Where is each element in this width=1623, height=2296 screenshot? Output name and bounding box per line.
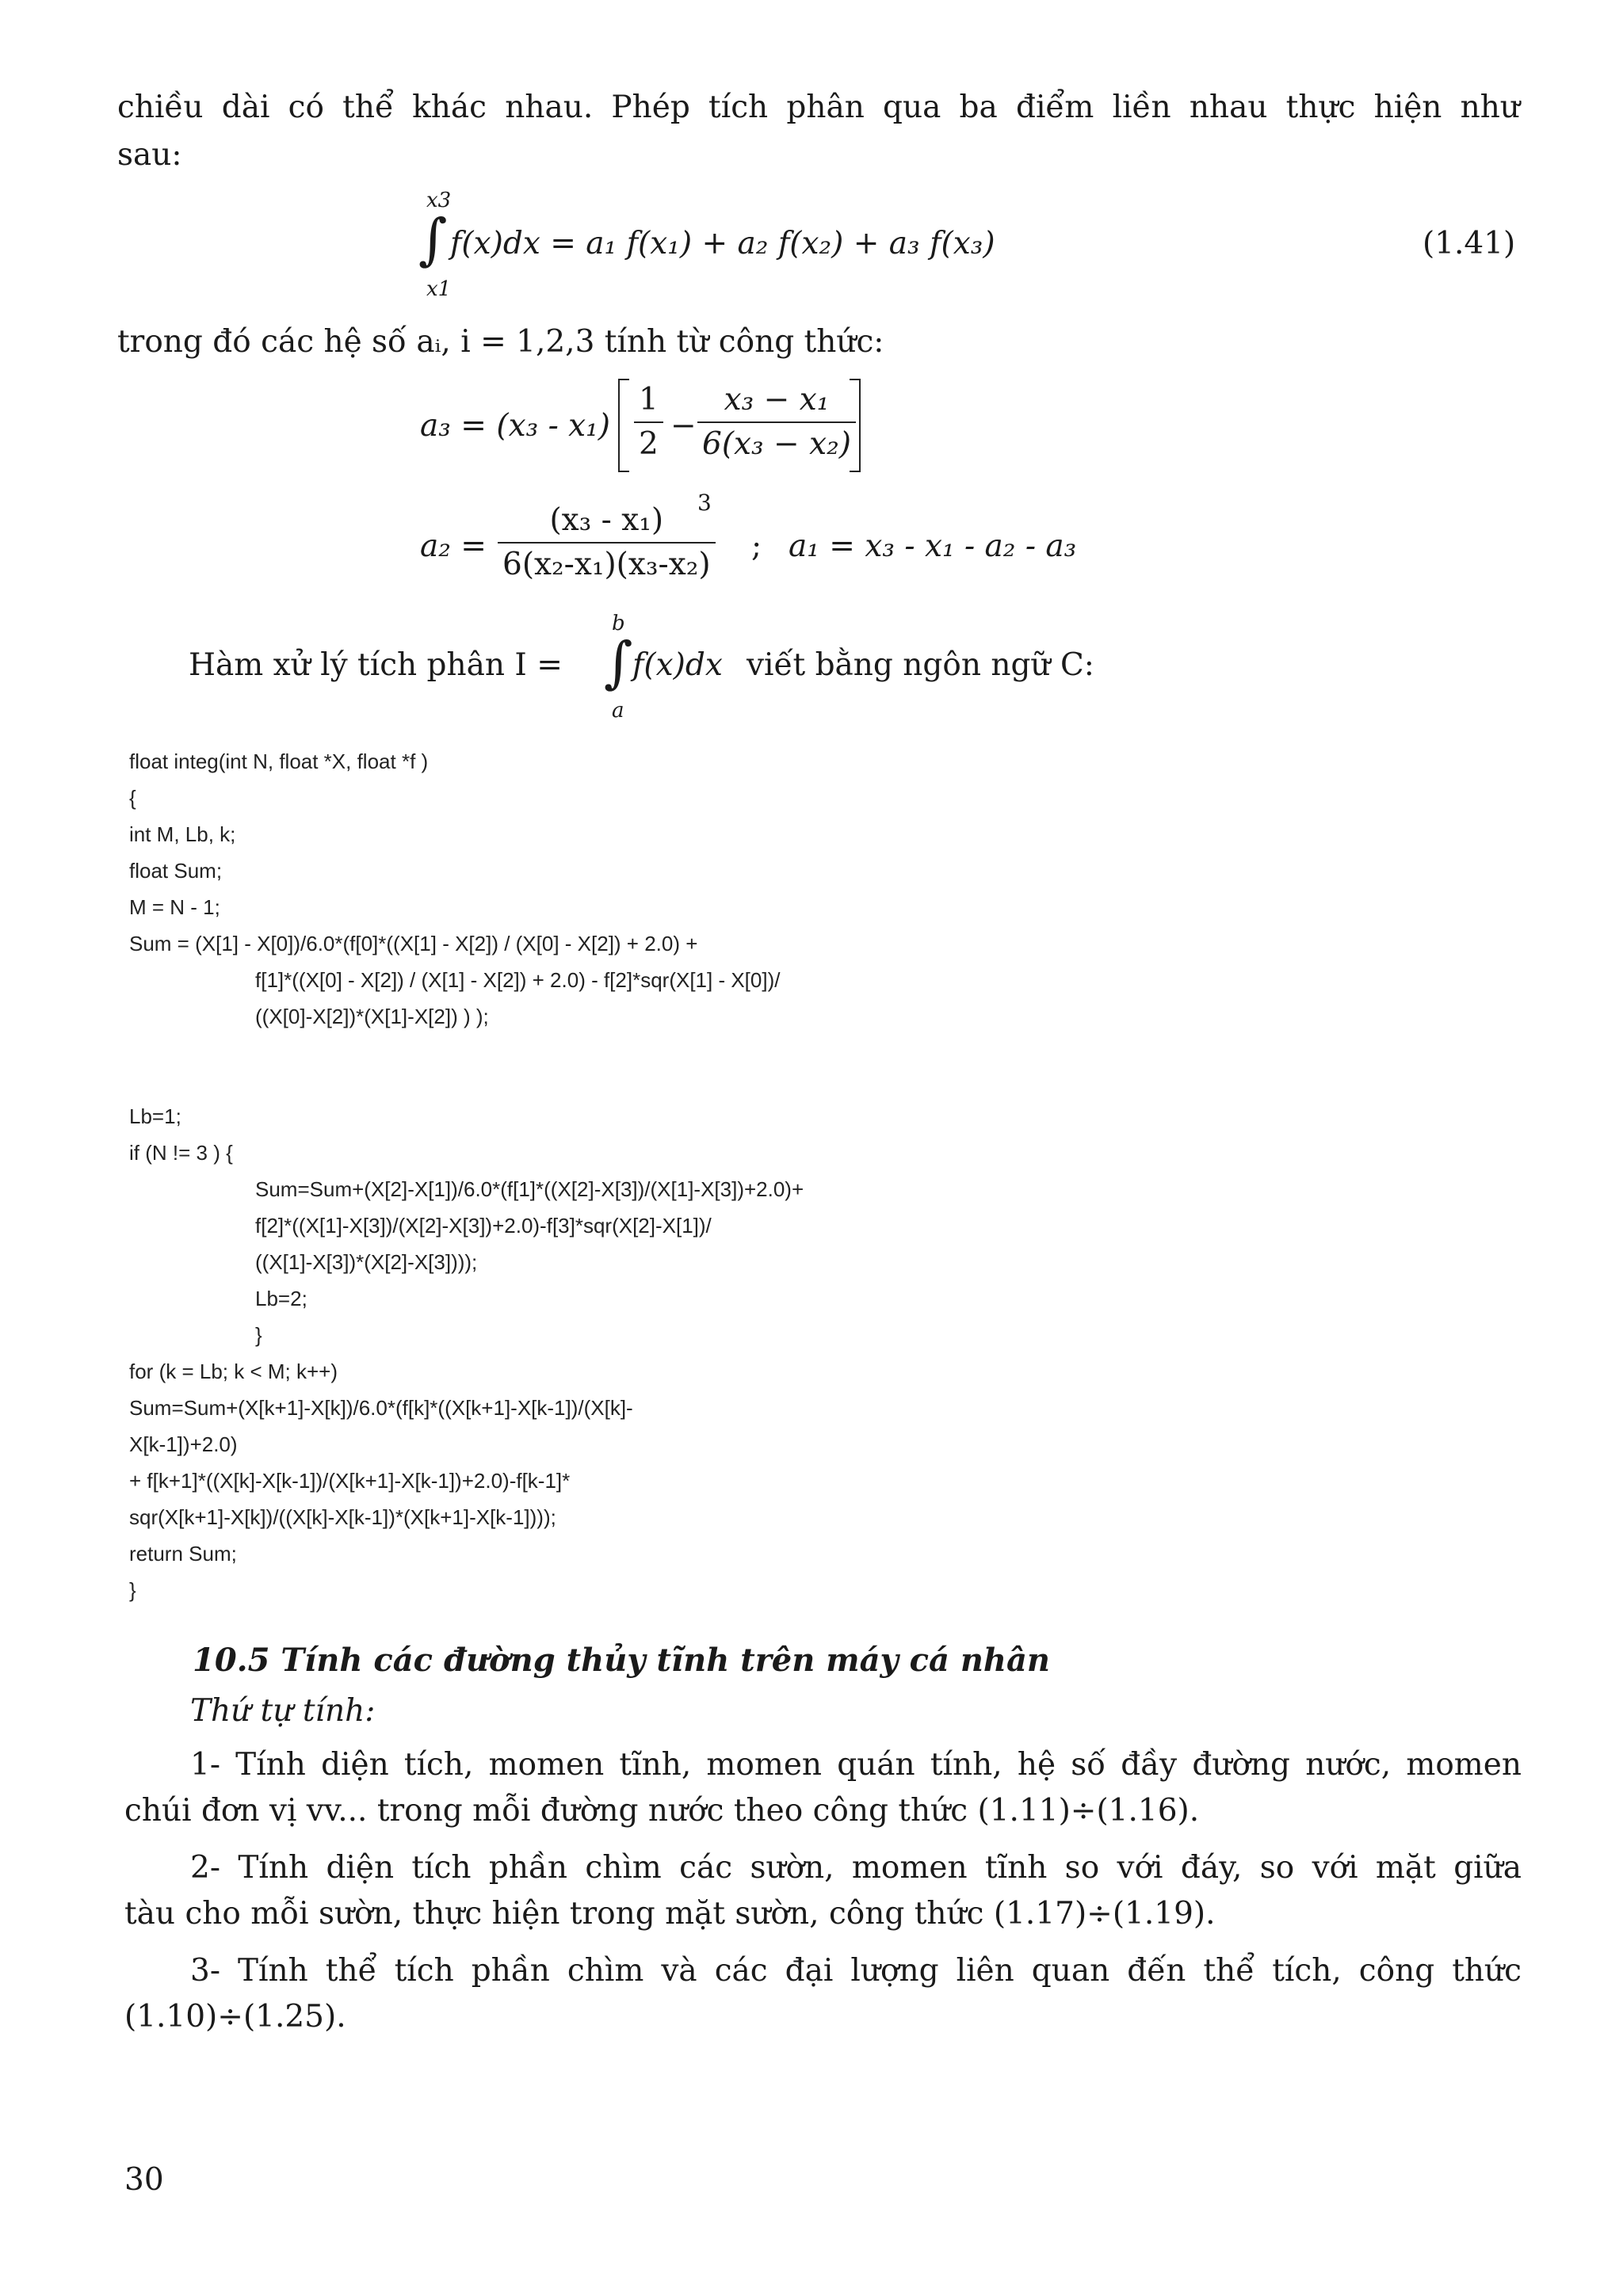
function-intro-before: Hàm xử lý tích phân I = bbox=[189, 647, 563, 683]
code-line: int M, Lb, k; bbox=[129, 822, 236, 846]
code-line: } bbox=[255, 1323, 262, 1347]
eq-a2-lhs: a₂ = bbox=[420, 528, 487, 564]
intro-line-1: chiều dài có thể khác nhau. Phép tích phân qua ba điểm liền nhau thực hiện như bbox=[117, 90, 1520, 125]
eq141-upper-limit: x3 bbox=[426, 189, 452, 212]
eq141-number: (1.41) bbox=[1423, 226, 1516, 261]
paragraph-3-line-1: 3- Tính thể tích phần chìm và các đại lượng liên quan đến thể tích, công thức bbox=[190, 1953, 1522, 1989]
code-line: Sum = (X[1] - X[0])/6.0*(f[0]*((X[1] - X[2]) / (X[0] - X[2]) + 2.0) + bbox=[129, 932, 698, 955]
page-number: 30 bbox=[124, 2162, 164, 2198]
code-line: float Sum; bbox=[129, 859, 223, 883]
code-line: sqr(X[k+1]-X[k])/((X[k]-X[k-1])*(X[k+1]-X[k-1]))); bbox=[129, 1505, 556, 1529]
eq141-body: f(x)dx = a₁ f(x₁) + a₂ f(x₂) + a₃ f(x₃) bbox=[450, 226, 995, 261]
eq141-integral-sign: ∫ bbox=[418, 207, 448, 272]
function-intro-integral-sign: ∫ bbox=[604, 630, 633, 695]
code-line: Lb=2; bbox=[255, 1287, 307, 1310]
paragraph-3-line-2: (1.10)÷(1.25). bbox=[124, 1999, 346, 2035]
eq-a3-lhs: a₃ = (x₃ - x₁) bbox=[420, 408, 611, 444]
code-line: float integ(int N, float *X, float *f ) bbox=[129, 749, 429, 773]
eq-a1: a₁ = x₃ - x₁ - a₂ - a₃ bbox=[789, 528, 1077, 564]
eq141-lower-limit: x1 bbox=[426, 277, 452, 301]
coefficient-intro: trong đó các hệ số aᵢ, i = 1,2,3 tính từ công thức: bbox=[117, 324, 884, 360]
code-line: M = N - 1; bbox=[129, 895, 220, 919]
code-line: ((X[1]-X[3])*(X[2]-X[3]))); bbox=[255, 1250, 478, 1274]
function-intro-upper: b bbox=[612, 612, 625, 635]
code-line: { bbox=[129, 786, 136, 810]
code-line: + f[k+1]*((X[k]-X[k-1])/(X[k+1]-X[k-1])+2.0)-f[k-1]* bbox=[129, 1469, 571, 1493]
section-subheading: Thứ tự tính: bbox=[190, 1693, 376, 1729]
function-intro-integrand: f(x)dx bbox=[632, 647, 723, 683]
eq-a3-f1-numerator: 1 bbox=[634, 379, 663, 423]
code-line: ((X[0]-X[2])*(X[1]-X[2]) ) ); bbox=[255, 1005, 489, 1028]
code-line: for (k = Lb; k < M; k++) bbox=[129, 1360, 338, 1383]
function-intro-after: viết bằng ngôn ngữ C: bbox=[747, 647, 1094, 683]
paragraph-2-line-2: tàu cho mỗi sườn, thực hiện trong mặt sườn, công thức (1.17)÷(1.19). bbox=[124, 1896, 1216, 1932]
eq-a3-f2-denominator: 6(x₃ − x₂) bbox=[702, 426, 851, 462]
code-line: Sum=Sum+(X[k+1]-X[k])/6.0*(f[k]*((X[k+1]-X[k-1])/(X[k]- bbox=[129, 1396, 633, 1420]
paragraph-2-line-1: 2- Tính diện tích phần chìm các sườn, momen tĩnh so với đáy, so với mặt giữa bbox=[190, 1850, 1522, 1886]
paragraph-1-line-1: 1- Tính diện tích, momen tĩnh, momen quán tính, hệ số đầy đường nước, momen bbox=[190, 1747, 1522, 1783]
code-line: X[k-1])+2.0) bbox=[129, 1432, 238, 1456]
eq-a3-minus: − bbox=[670, 408, 697, 444]
eq-a3-f1-denominator: 2 bbox=[639, 426, 659, 462]
code-line: Lb=1; bbox=[129, 1104, 181, 1128]
paragraph-1-line-2: chúi đơn vị vv... trong mỗi đường nước theo công thức (1.11)÷(1.16). bbox=[124, 1793, 1200, 1829]
eq-a2-fraction bbox=[498, 499, 716, 586]
eq-a2-denominator: 6(x₂-x₁)(x₃-x₂) bbox=[502, 547, 711, 582]
code-line: return Sum; bbox=[129, 1542, 237, 1566]
eq-a2-numerator: (x₃ - x₁) bbox=[498, 499, 716, 543]
eq-a3-fraction-2 bbox=[697, 379, 856, 466]
code-line: Sum=Sum+(X[2]-X[1])/6.0*(f[1]*((X[2]-X[3])/(X[1]-X[3])+2.0)+ bbox=[255, 1177, 804, 1201]
code-line: } bbox=[129, 1578, 136, 1602]
section-heading: 10.5 Tính các đường thủy tĩnh trên máy cá nhân bbox=[193, 1642, 1051, 1679]
eq-a2-exponent: 3 bbox=[697, 490, 712, 516]
code-line: f[1]*((X[0] - X[2]) / (X[1] - X[2]) + 2.0) - f[2]*sqr(X[1] - X[0])/ bbox=[255, 968, 781, 992]
function-intro-lower: a bbox=[612, 699, 624, 723]
eq-a3-f2-numerator: x₃ − x₁ bbox=[697, 379, 856, 423]
eq-a2-separator: ; bbox=[751, 528, 762, 564]
eq-a3-fraction-1 bbox=[634, 379, 663, 466]
intro-line-2: sau: bbox=[117, 137, 182, 173]
code-line: f[2]*((X[1]-X[3])/(X[2]-X[3])+2.0)-f[3]*sqr(X[2]-X[1])/ bbox=[255, 1214, 712, 1238]
code-line: if (N != 3 ) { bbox=[129, 1141, 233, 1165]
